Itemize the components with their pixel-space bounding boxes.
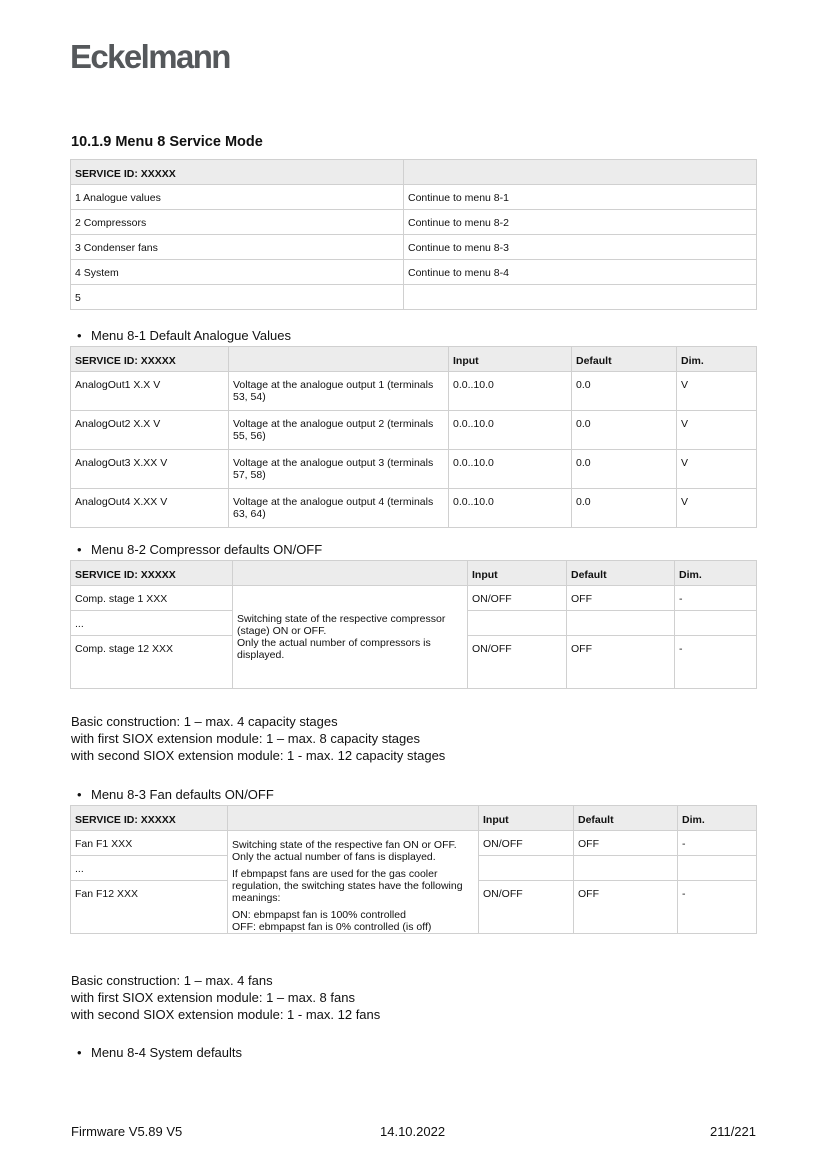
table-cell: Fan F12 XXX <box>71 881 228 934</box>
table-header-cell: SERVICE ID: XXXXX <box>71 160 404 185</box>
note-line: Basic construction: 1 – max. 4 capacity stages <box>71 714 338 729</box>
bullet-item <box>71 542 322 557</box>
table-cell: V <box>677 411 757 450</box>
table-header-cell <box>228 806 479 831</box>
table-cell: V <box>677 450 757 489</box>
table-header-cell <box>233 561 468 586</box>
table-cell: V <box>677 489 757 528</box>
table-header-cell: Default <box>572 347 677 372</box>
table-cell <box>574 856 678 881</box>
table-header-cell <box>229 347 449 372</box>
table-row <box>71 210 757 235</box>
table-header-cell: Default <box>574 806 678 831</box>
table-cell: OFF <box>574 831 678 856</box>
table-row <box>71 285 757 310</box>
table-cell <box>567 611 675 636</box>
note-line: with first SIOX extension module: 1 – max. 8 capacity stages <box>71 731 420 746</box>
table-header-cell: SERVICE ID: XXXXX <box>71 806 228 831</box>
description-paragraph: Switching state of the respective fan ON or OFF. Only the actual number of fans is displayed. <box>232 839 457 863</box>
bullet-icon: • <box>77 1045 82 1060</box>
table-header-cell: Input <box>449 347 572 372</box>
bullet-item <box>71 1045 242 1060</box>
table-cell: Voltage at the analogue output 1 (terminals 53, 54) <box>229 372 449 411</box>
table-row <box>71 372 757 411</box>
table-cell: Fan F1 XXX <box>71 831 228 856</box>
table-cell: ON/OFF <box>468 636 567 689</box>
table-cell: Continue to menu 8-2 <box>404 210 757 235</box>
table-cell: 0.0 <box>572 411 677 450</box>
table-cell: AnalogOut3 X.XX V <box>71 450 229 489</box>
bullet-text: Menu 8-4 System defaults <box>91 1045 243 1060</box>
menu81-table <box>70 346 757 528</box>
table-cell: - <box>678 881 757 934</box>
table-cell: - <box>675 586 757 611</box>
menu83-table <box>70 805 757 934</box>
table-cell: - <box>675 636 757 689</box>
bullet-text: Menu 8-1 Default Analogue Values <box>91 328 291 343</box>
table-header-cell: SERVICE ID: XXXXX <box>71 347 229 372</box>
table-cell <box>468 611 567 636</box>
table-cell: 5 <box>71 285 404 310</box>
note-line: with second SIOX extension module: 1 - max. 12 capacity stages <box>71 748 446 763</box>
table-cell: - <box>678 831 757 856</box>
table-row <box>71 586 757 611</box>
table-cell: ON/OFF <box>479 831 574 856</box>
table-cell: Continue to menu 8-3 <box>404 235 757 260</box>
table-cell: Voltage at the analogue output 3 (terminals 57, 58) <box>229 450 449 489</box>
table-header-cell: SERVICE ID: XXXXX <box>71 561 233 586</box>
table-row <box>71 235 757 260</box>
table-cell <box>675 611 757 636</box>
construction-note <box>71 972 380 1023</box>
table-cell: Comp. stage 1 XXX <box>71 586 233 611</box>
table-row <box>71 489 757 528</box>
menu8-table <box>70 159 757 310</box>
table-row <box>71 450 757 489</box>
table-cell: ON/OFF <box>468 586 567 611</box>
footer-date: 14.10.2022 <box>380 1124 446 1139</box>
table-row <box>71 831 757 856</box>
table-cell <box>678 856 757 881</box>
table-cell: 0.0..10.0 <box>449 489 572 528</box>
footer-page-number: 211/221 <box>709 1124 756 1139</box>
table-cell: AnalogOut4 X.XX V <box>71 489 229 528</box>
table-header-cell: Default <box>567 561 675 586</box>
bullet-text: Menu 8-2 Compressor defaults ON/OFF <box>91 542 323 557</box>
table-header-cell: Dim. <box>678 806 757 831</box>
table-header-cell: Input <box>468 561 567 586</box>
bullet-text: Menu 8-3 Fan defaults ON/OFF <box>91 787 274 802</box>
table-row <box>71 260 757 285</box>
table-cell: AnalogOut1 X.X V <box>71 372 229 411</box>
table-cell: V <box>677 372 757 411</box>
section-heading: 10.1.9 Menu 8 Service Mode <box>71 134 263 150</box>
bullet-icon: • <box>77 787 82 802</box>
description-paragraph: ON: ebmpapst fan is 100% controlled OFF: ebmpapst fan is 0% controlled (is off) <box>232 909 432 933</box>
note-line: Basic construction: 1 – max. 4 fans <box>71 973 273 988</box>
bullet-icon: • <box>77 328 82 343</box>
note-line: with first SIOX extension module: 1 – max. 8 fans <box>71 990 355 1005</box>
table-cell: 3 Condenser fans <box>71 235 404 260</box>
table-cell: Comp. stage 12 XXX <box>71 636 233 689</box>
table-cell: 0.0..10.0 <box>449 411 572 450</box>
note-line: with second SIOX extension module: 1 - max. 12 fans <box>71 1007 381 1022</box>
description-cell <box>228 831 479 934</box>
table-header-cell <box>404 160 757 185</box>
table-cell: 0.0 <box>572 372 677 411</box>
table-header-cell: Input <box>479 806 574 831</box>
table-cell: 2 Compressors <box>71 210 404 235</box>
table-cell: ... <box>71 856 228 881</box>
table-cell: Voltage at the analogue output 2 (terminals 55, 56) <box>229 411 449 450</box>
table-cell: ... <box>71 611 233 636</box>
table-header-cell: Dim. <box>677 347 757 372</box>
table-header-cell: Dim. <box>675 561 757 586</box>
description-paragraph: If ebmpapst fans are used for the gas cooler regulation, the switching states have the following meanings: <box>232 868 463 904</box>
table-cell: Continue to menu 8-1 <box>404 185 757 210</box>
bullet-item <box>71 328 291 343</box>
table-cell: OFF <box>567 636 675 689</box>
table-cell: 1 Analogue values <box>71 185 404 210</box>
table-row <box>71 411 757 450</box>
table-cell: Continue to menu 8-4 <box>404 260 757 285</box>
description-cell: Switching state of the respective compressor (stage) ON or OFF. Only the actual number of compressors is displayed. <box>233 586 468 689</box>
table-cell: OFF <box>567 586 675 611</box>
table-cell: Voltage at the analogue output 4 (terminals 63, 64) <box>229 489 449 528</box>
table-cell <box>404 285 757 310</box>
table-cell: AnalogOut2 X.X V <box>71 411 229 450</box>
bullet-item <box>71 787 274 802</box>
table-cell: OFF <box>574 881 678 934</box>
table-cell <box>479 856 574 881</box>
menu82-table <box>70 560 757 689</box>
table-cell: 4 System <box>71 260 404 285</box>
table-row <box>71 185 757 210</box>
table-cell: 0.0 <box>572 450 677 489</box>
footer-firmware: Firmware V5.89 V5 <box>71 1124 183 1139</box>
company-logo: Eckelmann <box>70 38 230 75</box>
table-cell: 0.0..10.0 <box>449 372 572 411</box>
table-cell: ON/OFF <box>479 881 574 934</box>
construction-note <box>71 713 445 764</box>
bullet-icon: • <box>77 542 82 557</box>
table-cell: 0.0..10.0 <box>449 450 572 489</box>
table-cell: 0.0 <box>572 489 677 528</box>
